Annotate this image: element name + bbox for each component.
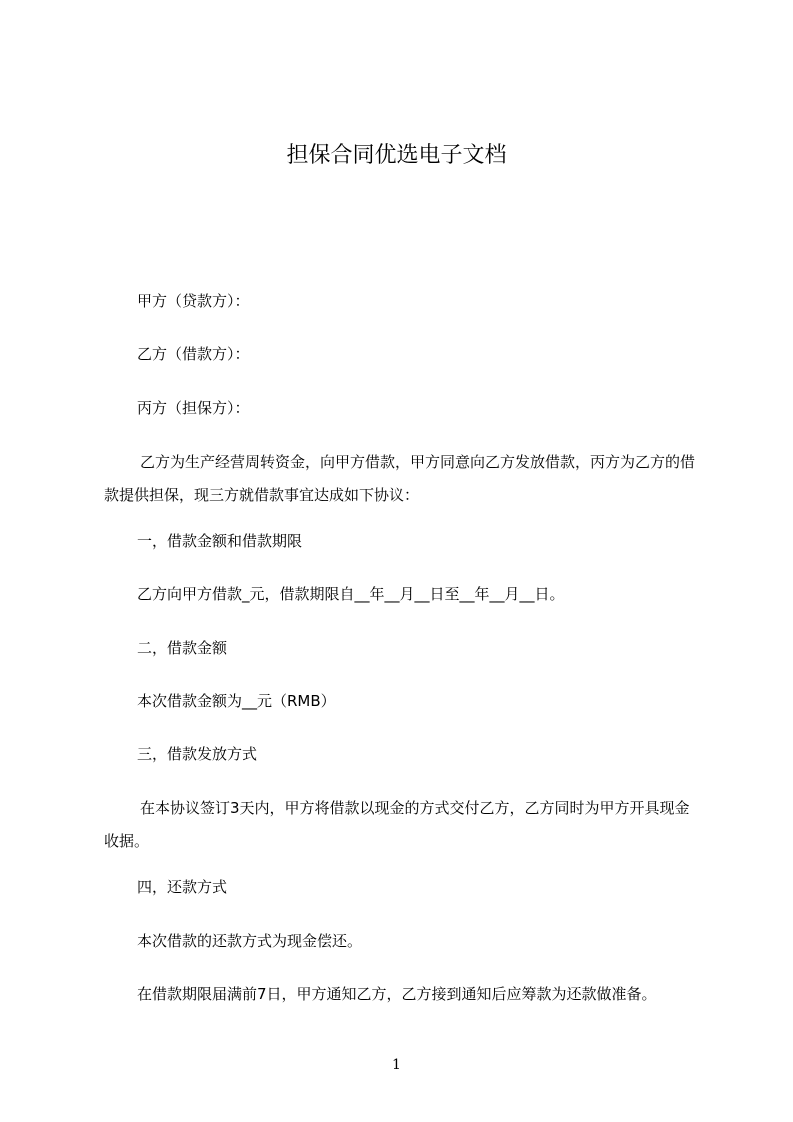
document-title: 担保合同优选电子文档 xyxy=(286,143,507,168)
party-a-label: 甲方（贷款方）： xyxy=(137,292,250,310)
party-b-label: 乙方（借款方）： xyxy=(137,345,250,363)
section4-heading: 四，还款方式 xyxy=(137,878,228,896)
party-c-label: 丙方（担保方）： xyxy=(137,399,250,417)
page-number: 1 xyxy=(392,1057,401,1073)
section3-text: 在本协议签订3天内，甲方将借款以现金的方式交付乙方，乙方同时为甲方开具现金收据。 xyxy=(104,799,690,850)
section1-heading: 一，借款金额和借款期限 xyxy=(137,532,303,550)
section4-text2: 在借款期限届满前7日，甲方通知乙方，乙方接到通知后应筹款为还款做准备。 xyxy=(137,985,657,1003)
intro-paragraph: 乙方为生产经营周转资金，向甲方借款，甲方同意向乙方发放借款，丙方为乙方的借款提供担保，现三方就借款事宜达成如下协议： xyxy=(104,453,696,504)
section4-text1: 本次借款的还款方式为现金偿还。 xyxy=(137,932,363,950)
section2-text: 本次借款金额为__元（RMB） xyxy=(137,692,336,710)
section3-heading: 三，借款发放方式 xyxy=(137,745,258,763)
section1-text: 乙方向甲方借款_元，借款期限自__年__月__日至__年__月__日。 xyxy=(137,585,565,603)
section2-heading: 二，借款金额 xyxy=(137,639,228,657)
